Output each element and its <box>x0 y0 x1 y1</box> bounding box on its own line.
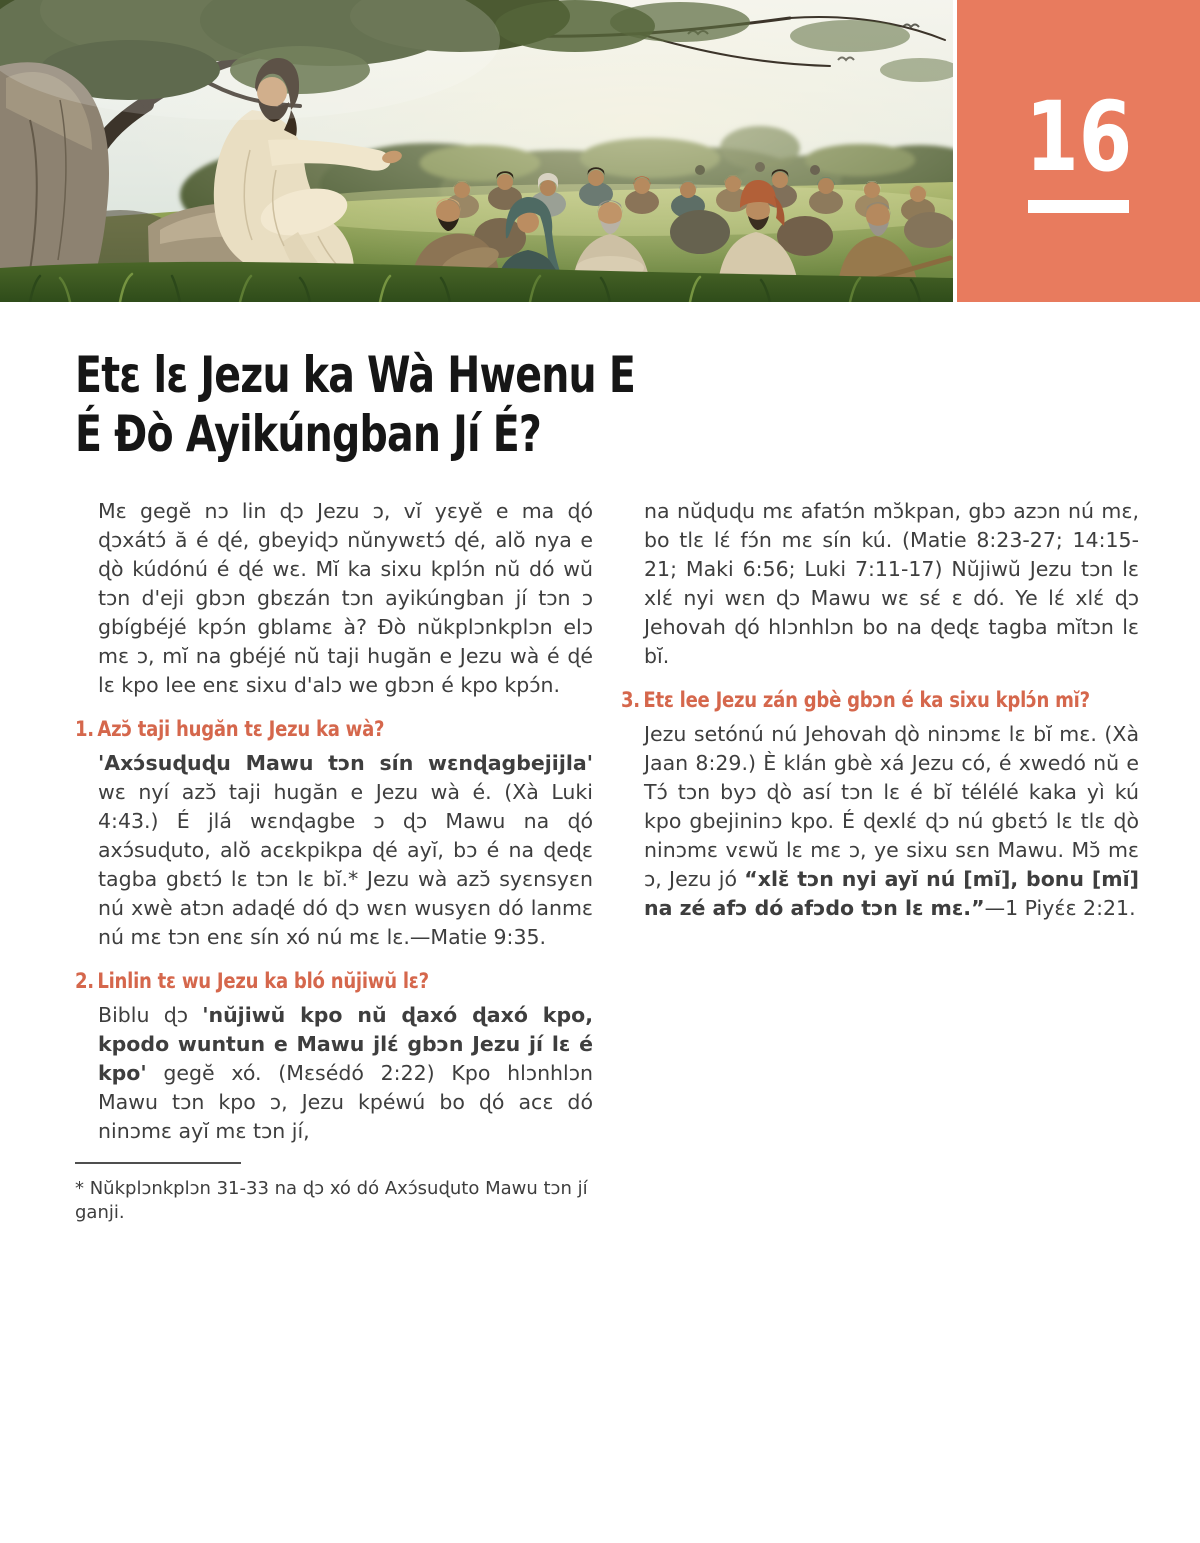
hero-photo <box>0 0 953 302</box>
chapter-underline <box>1028 200 1129 213</box>
section-1-heading-text: Azɔ̆ taji hugăn tɛ Jezu ka wà? <box>97 717 385 741</box>
hero-photo-illustration <box>0 0 953 302</box>
section-3-number: 3. <box>621 688 640 712</box>
footnote-text: * Nŭkplɔnkplɔn 31-33 na ɖɔ xó dó Axɔ́suɖuto Mawu tɔn jí ganji. <box>75 1178 588 1223</box>
section-1-number: 1. <box>75 717 94 741</box>
section-3-heading <box>621 688 1090 712</box>
intro-text: Mɛ gegĕ nɔ lin ɖɔ Jezu ɔ, vĭ yɛyĕ e ma ɖó ɖɔxátɔ́ ă é ɖé, gbeyiɖɔ nŭnywɛtɔ́ ɖé, alŏ nya e ɖò kúdónú é ɖé wɛ. Mĭ ka sixu kplɔ́n nŭ dó wŭ tɔn d'eji gbɔn gbɛzán tɔn ayikúngban jí tɔn ɔ gbígbéjé kpɔ́n gblamɛ à? Ɖò nŭkplɔnkplɔn elɔ mɛ ɔ, mĭ na gbéjé nŭ taji hugăn e Jezu wà é ɖé lɛ kpo lee enɛ sixu d'alɔ we gbɔn é kpo kpɔ́n. <box>98 499 593 697</box>
section-3-citation: —1 Piyɛ́ɛ 2:21. <box>984 896 1136 920</box>
section-2-heading-text: Linlin tɛ wu Jezu ka bló nŭjiwŭ lɛ? <box>97 969 429 993</box>
article-columns <box>75 497 1140 1225</box>
page-title <box>75 346 784 464</box>
section-3-paragraph <box>644 720 1139 923</box>
footnote-block <box>75 1162 593 1225</box>
section-2-paragraph <box>98 1001 593 1146</box>
column-left <box>75 497 593 1225</box>
column-right <box>621 497 1139 1225</box>
page-title-line-1: Etɛ lɛ Jezu ka Wà Hwenu E <box>75 346 636 404</box>
chapter-number-block <box>957 0 1200 302</box>
section-2-paragraph-continued <box>644 497 1139 671</box>
section-2-text-continued: na nŭɖuɖu mɛ afatɔ́n mɔ̆kpan, gbɔ azɔn nú mɛ, bo tlɛ lɛ́ fɔ́n mɛ sín kú. (Matie 8:23-27; 14:15-21; Maki 6:56; Luki 7:11-17) Nŭjiwŭ Jezu tɔn lɛ xlɛ́ nyi wɛn ɖɔ Mawu wɛ sɛ́ ɛ dó. Ye lɛ́ xlɛ́ ɖɔ Jehovah ɖó hlɔnhlɔn bo na ɖeɖɛ tagba mĭtɔn lɛ bĭ. <box>644 499 1139 668</box>
chapter-number: 16 <box>1025 81 1132 193</box>
intro-paragraph <box>98 497 593 700</box>
footnote-rule <box>75 1162 241 1164</box>
section-2-number: 2. <box>75 969 94 993</box>
section-3-heading-text: Etɛ lee Jezu zán gbè gbɔn é ka sixu kplɔ́n mĭ? <box>643 688 1090 712</box>
section-2-heading <box>75 969 520 993</box>
section-2-text-lead: Biblu ɖɔ <box>98 1003 203 1027</box>
section-3-scripture-quote: “xlɛ̆ tɔn nyi ayĭ nú [mĭ], bonu [mĭ] na zé afɔ dó afɔdo tɔn lɛ mɛ.” <box>644 867 1139 920</box>
section-1-paragraph <box>98 749 593 952</box>
section-2-text: gegĕ xó. (Mɛsédó 2:22) Kpo hlɔnhlɔn Mawu tɔn kpo ɔ, Jezu kpéwú bo ɖó acɛ dó ninɔmɛ ayĭ mɛ tɔn jí, <box>98 1061 593 1143</box>
section-3-text: Jezu setónú nú Jehovah ɖò ninɔmɛ lɛ bĭ mɛ. (Xà Jaan 8:29.) È klán gbè xá Jezu có, é xwedó nŭ e Tɔ́ tɔn byɔ ɖò así tɔn lɛ é bĭ télélé kaka yì kú kpo gbejininɔ kpo. É ɖexlɛ́ ɖɔ nú gbɛtɔ́ lɛ tlɛ ɖò ninɔmɛ vɛwŭ lɛ mɛ ɔ, ye sixu sɛn Mawu. Mɔ̆ mɛ ɔ, Jezu jó <box>644 722 1139 891</box>
section-2-quote: 'nŭjiwŭ kpo nŭ ɖaxó ɖaxó kpo, kpodo wuntun e Mawu jlɛ́ gbɔn Jezu jí lɛ é kpo' <box>98 1003 593 1085</box>
section-1-text: wɛ nyí azɔ̆ taji hugăn e Jezu wà é. (Xà Luki 4:43.) É jlá wɛnɖagbe ɔ ɖɔ Mawu na ɖó axɔ́suɖuto, alŏ acɛkpikpa ɖé ayĭ, bɔ é na ɖeɖɛ tagba gbɛtɔ́ lɛ tɔn lɛ bĭ.* Jezu wà azɔ̆ syɛnsyɛn nú xwè atɔn adaɖé dó ɖɔ wɛn wusyɛn dó lanmɛ nú mɛ tɔn enɛ sín xó nú mɛ lɛ.—Matie 9:35. <box>98 780 593 949</box>
page-title-line-2: É Ɖò Ayikúngban Jí É? <box>75 405 542 463</box>
section-1-heading <box>75 717 520 741</box>
section-1-quote: 'Axɔ́suɖuɖu Mawu tɔn sín wɛnɖagbejijla' <box>98 751 593 775</box>
